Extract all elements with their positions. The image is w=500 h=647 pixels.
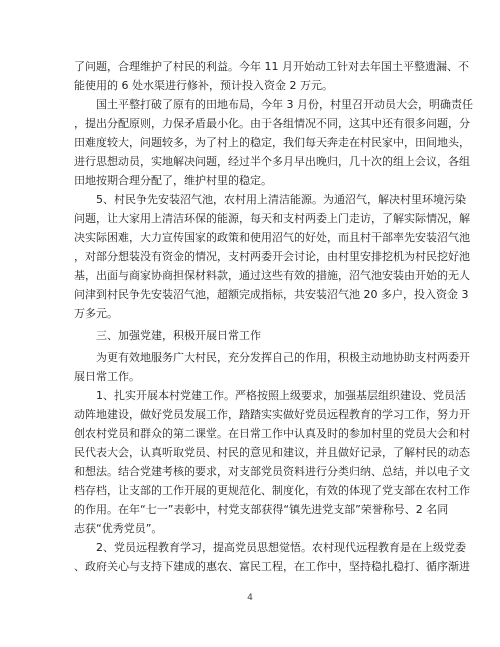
text-line: ，提出分配原则，力保矛盾最小化。由于各组情况不同，这其中还有很多问题，分	[74, 117, 470, 130]
page-number: 4	[247, 593, 253, 603]
text-line: 展日常工作。	[74, 370, 140, 383]
text-line: 万多元。	[74, 307, 118, 320]
text-line: ，对部分想装没有资金的情况，支村两委开会讨论，由村里安排挖机为村民挖好池	[74, 250, 470, 263]
text-line: 的作用。在年“七一”表彰中，村党支部获得“镇先进党支部”荣誉称号、2 名同	[74, 503, 449, 516]
text-line: 创农村党员和群众的第二课堂。在日常工作中认真及时的参加村里的党员大会和村	[74, 427, 470, 440]
text-line: 2、党员远程教育学习，提高党员思想觉悟。农村现代远程教育是在上级党委	[96, 541, 466, 554]
text-line: 国土平整打破了原有的田地布局，今年 3 月份，村里召开动员大会，明确责任	[96, 98, 473, 111]
text-line: 了问题，合理维护了村民的利益。今年 11 月开始动工针对去年国土平整遗漏、不	[74, 60, 469, 73]
text-line: 问津到村民争先安装沼气池，超额完成指标，共安装沼气池 20 多户，投入资金 3	[74, 288, 469, 301]
text-line: 民代表大会，认真听取党员、村民的意见和建议，并且做好记录，了解村民的动态	[74, 446, 470, 459]
text-line: 、政府关心与支持下建成的惠农、富民工程，在工作中，坚持稳扎稳打、循序渐进	[74, 560, 470, 573]
text-line: 为更有效地服务广大村民，充分发挥自己的作用，积极主动地协助支村两委开	[96, 351, 470, 364]
text-line: 能使用的 6 处水渠进行修补，预计投入资金 2 万元。	[74, 79, 333, 92]
text-line: 基，出面与商家协商担保材料款，通过这些有效的措施，沼气池安装由开始的无人	[74, 269, 470, 282]
text-line: 动阵地建设，做好党员发展工作，踏踏实实做好党员远程教育的学习工作，努力开	[74, 408, 470, 421]
section-heading: 三、加强党建，积极开展日常工作	[96, 329, 261, 342]
text-line: 决实际困难，大力宣传国家的政策和使用沼气的好处，而且村干部率先安装沼气池	[74, 231, 470, 244]
text-line: 进行思想动员，实地解决问题，经过半个多月早出晚归，几十次的组上会议，各组	[74, 155, 470, 168]
text-line: 档存档，让支部的工作开展的更规范化、制度化，有效的体现了党支部在农村工作	[74, 484, 470, 497]
text-line: 田难度较大，问题较多，为了村上的稳定，我们每天奔走在村民家中，田间地头，	[74, 136, 470, 149]
text-line: 志获“优秀党员”。	[74, 522, 163, 535]
text-line: 问题，让大家用上清洁环保的能源，每天和支村两委上门走访，了解实际情况，解	[74, 212, 470, 225]
text-line: 5、村民争先安装沼气池，农村用上清洁能源。为通沼气，解决村里环境污染	[96, 193, 466, 206]
text-line: 1、扎实开展本村党建工作。严格按照上级要求，加强基层组织建设、党员活	[96, 389, 466, 402]
text-line: 田地按期合理分配了，维护村里的稳定。	[74, 174, 272, 187]
text-line: 和想法。结合党建考核的要求，对支部党员资料进行分类归纳、总结，并以电子文	[74, 465, 470, 478]
